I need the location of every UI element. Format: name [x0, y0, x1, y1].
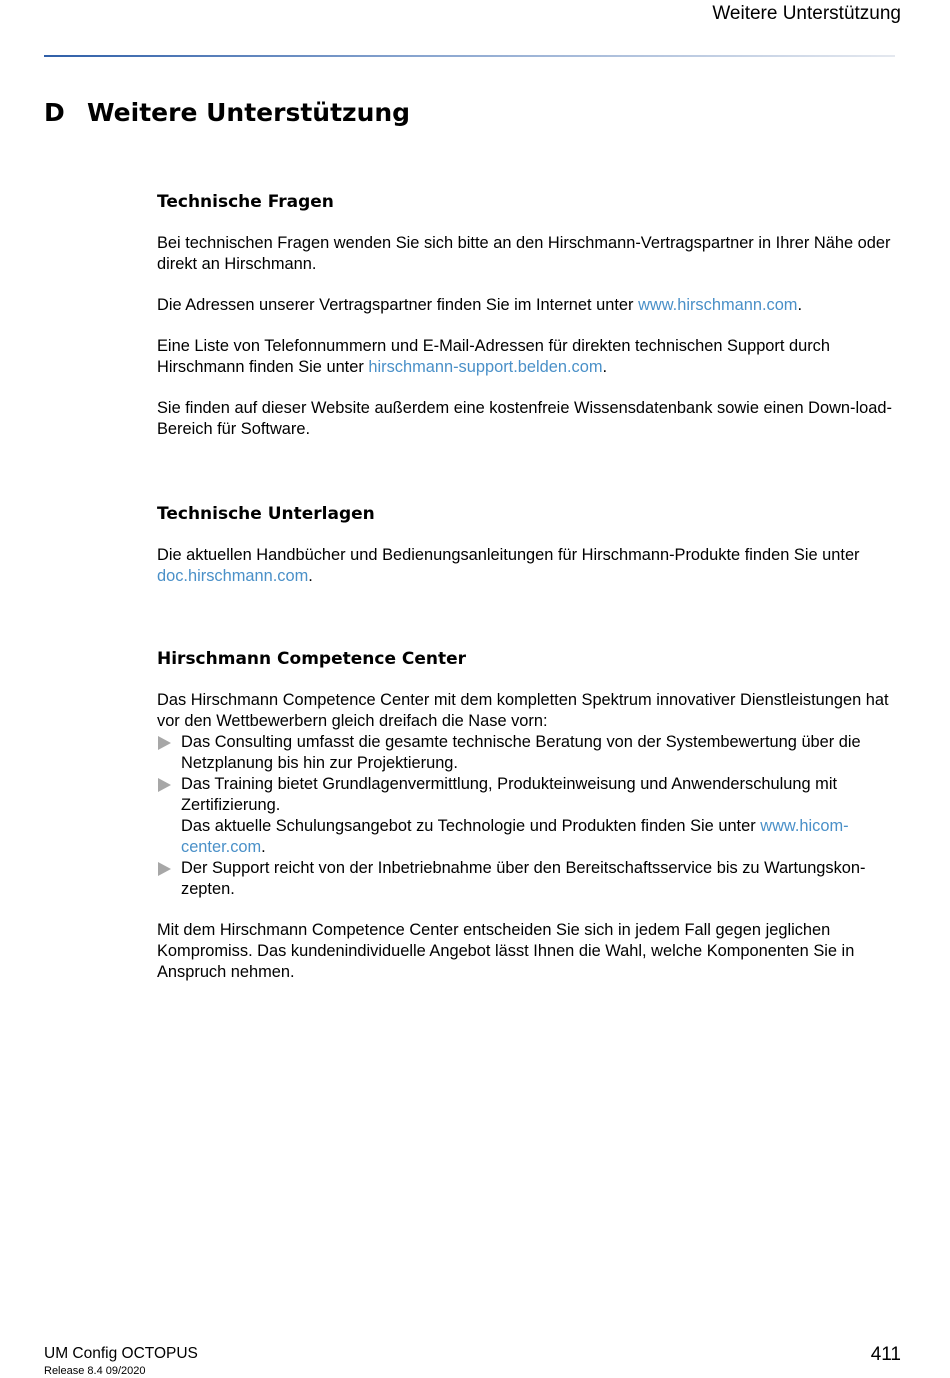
paragraph-support-contacts	[157, 336, 902, 378]
section-heading-competence-center: Hirschmann Competence Center	[157, 649, 467, 669]
section-heading-technical-documents: Technische Unterlagen	[157, 504, 375, 524]
link-hirschmann-com[interactable]: www.hirschmann.com	[638, 296, 798, 314]
paragraph-text: Die aktuellen Handbücher und Bedienungsanleitungen für Hirschmann-Produkte finden Sie unter	[157, 546, 860, 564]
list-item-support	[157, 858, 902, 900]
paragraph-text-end: .	[602, 358, 608, 376]
paragraph-knowledge-base: Sie finden auf dieser Website außerdem eine kostenfreie Wissensdatenbank sowie einen Down-load-Bereich für Software.	[157, 399, 892, 438]
paragraph-text: Eine Liste von Telefonnummern und E-Mail-Adressen für direkten technischen Support durch Hirschmann finden Sie unter	[157, 337, 830, 376]
section-competence-center	[157, 647, 902, 983]
chapter-title	[44, 96, 410, 130]
paragraph-manuals	[157, 545, 902, 587]
list-item-note-end: .	[261, 838, 266, 856]
footer-document-info	[44, 1344, 198, 1378]
footer-release: Release 8.4 09/2020	[44, 1365, 146, 1377]
triangle-bullet-icon	[158, 862, 171, 876]
paragraph-text-end: .	[308, 567, 313, 585]
list-item-text: Der Support reicht von der Inbetriebnahme über den Bereitschaftsservice bis zu Wartungskon-zepten.	[181, 859, 866, 898]
link-hicom-center[interactable]: www.hicom-center.com	[181, 817, 849, 856]
chapter-letter: D	[44, 98, 65, 127]
main-content	[157, 190, 902, 983]
section-heading-technical-questions: Technische Fragen	[157, 192, 334, 212]
paragraph-competence-closing: Mit dem Hirschmann Competence Center entscheiden Sie sich in jedem Fall gegen jeglichen Kompromiss. Das kundenindividuelle Angebot lässt Ihnen die Wahl, welche Komponenten Sie in Anspruch nehmen.	[157, 921, 855, 981]
running-header-title: Weitere Unterstützung	[712, 3, 901, 24]
paragraph-partner-addresses	[157, 295, 902, 316]
footer-doc-title: UM Config OCTOPUS	[44, 1345, 198, 1362]
paragraph-questions-contact: Bei technischen Fragen wenden Sie sich bitte an den Hirschmann-Vertragspartner in Ihrer Nähe oder direkt an Hirschmann.	[157, 234, 891, 273]
list-item-note-text: Das aktuelle Schulungsangebot zu Technologie und Produkten finden Sie unter	[181, 817, 761, 835]
services-list	[157, 732, 902, 900]
header-rule	[44, 55, 895, 57]
list-item-text: Das Training bietet Grundlagenvermittlung, Produkteinweisung und Anwenderschulung mit Zertifizierung.	[181, 775, 838, 814]
paragraph-competence-intro: Das Hirschmann Competence Center mit dem kompletten Spektrum innovativer Dienstleistungen hat vor den Wettbewerbern gleich dreifach die Nase vorn:	[157, 691, 889, 730]
list-item-text: Das Consulting umfasst die gesamte technische Beratung von der Systembewertung über die Netzplanung bis hin zur Projektierung.	[181, 733, 861, 772]
chapter-title-text: Weitere Unterstützung	[87, 98, 411, 127]
list-item-training-note	[181, 816, 902, 858]
page-number: 411	[870, 1344, 901, 1365]
triangle-bullet-icon	[158, 736, 171, 750]
link-doc-hirschmann[interactable]: doc.hirschmann.com	[157, 567, 309, 585]
link-support-belden[interactable]: hirschmann-support.belden.com	[368, 358, 603, 376]
triangle-bullet-icon	[158, 778, 171, 792]
section-technical-questions	[157, 190, 902, 440]
list-item-training	[157, 774, 902, 858]
section-technical-documents	[157, 502, 902, 587]
paragraph-text-end: .	[797, 296, 803, 314]
paragraph-text: Die Adressen unserer Vertragspartner finden Sie im Internet unter	[157, 296, 639, 314]
list-item-consulting	[157, 732, 902, 774]
